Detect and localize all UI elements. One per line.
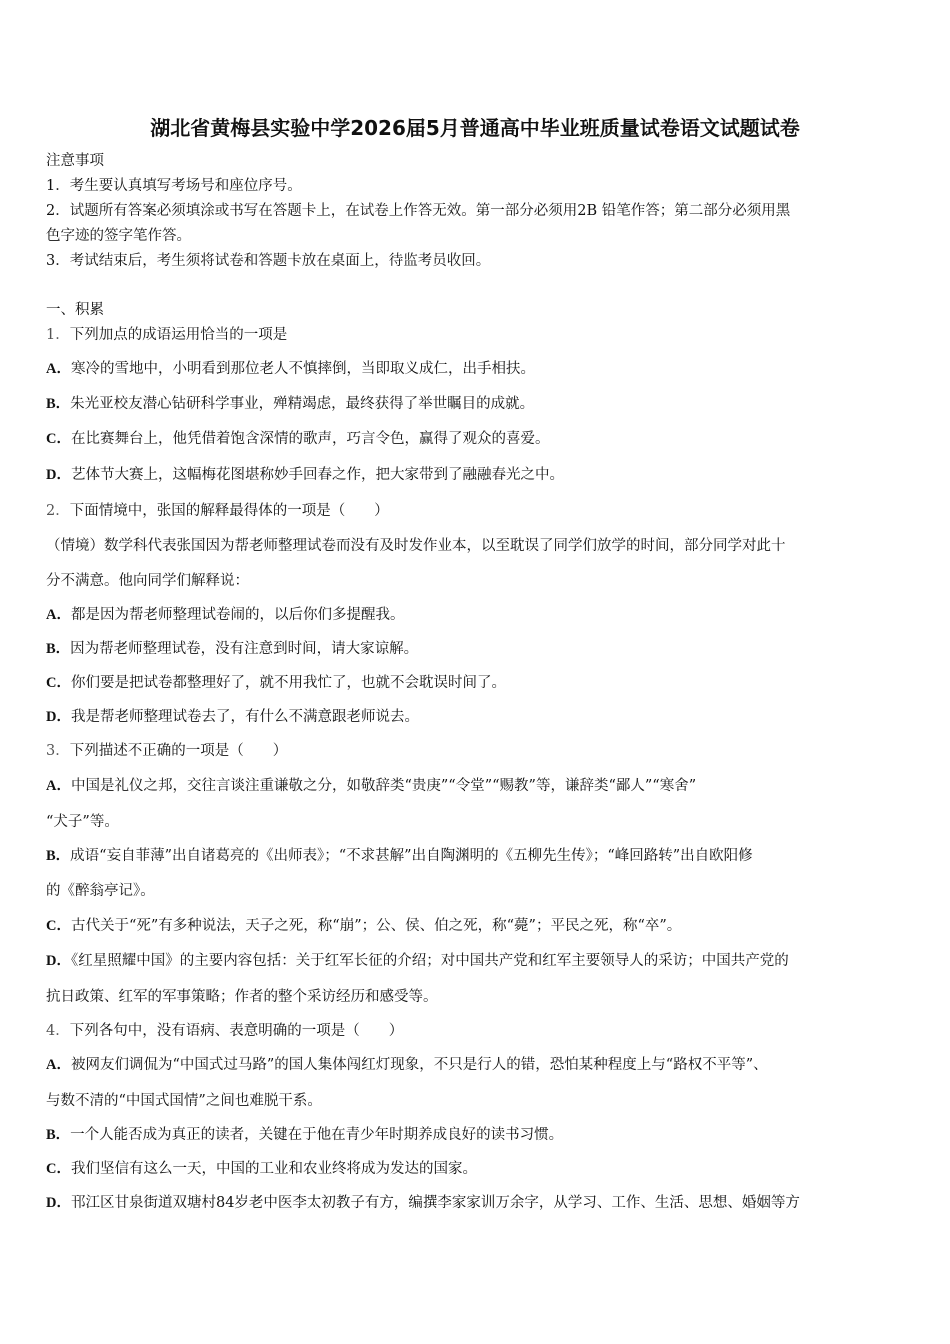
question-2 [46, 500, 908, 522]
option-letter: B． [46, 848, 71, 864]
q4-option-d [46, 1192, 908, 1214]
option-letter: A． [46, 1057, 71, 1073]
q1-option-d [46, 464, 908, 486]
question-stem: 下列加点的成语运用恰当的一项是 [69, 327, 288, 343]
option-text: 成语“妄自菲薄”出自诸葛亮的《出师表》；“不求甚解”出自陶渊明的《五柳先生传》；“峰回路转”出自欧阳修 [70, 848, 753, 864]
option-text: 被网友们调侃为“中国式过马路”的国人集体闯红灯现象，不只是行人的错，恐怕某种程度上与“路权不平等”、 [70, 1057, 768, 1073]
option-text: 艺体节大赛上，这幅梅花图堪称妙手回春之作，把大家带到了融融春光之中。 [70, 467, 564, 483]
question-number: 2． [46, 503, 70, 519]
q3-option-b-cont: 的《醉翁亭记》。 [46, 883, 155, 899]
option-text: 一个人能否成为真正的读者，关键在于他在青少年时期养成良好的读书习惯。 [70, 1127, 564, 1143]
option-text: 寒冷的雪地中，小明看到那位老人不慎摔倒，当即取义成仁，出手相扶。 [70, 361, 535, 377]
q4-option-a [46, 1054, 908, 1076]
option-letter: D． [46, 953, 71, 969]
option-text: 都是因为帮老师整理试卷闹的，以后你们多提醒我。 [70, 607, 405, 623]
option-letter: D． [46, 467, 71, 483]
option-letter: C． [46, 431, 71, 447]
notice-item: 3．考试结束后，考生须将试卷和答题卡放在桌面上，待监考员收回。 [46, 253, 491, 269]
q4-option-b [46, 1124, 908, 1146]
notice-item: 2．试题所有答案必须填涂或书写在答题卡上，在试卷上作答无效。第一部分必须用2B 铅笔作答；第二部分必须用黑 [46, 203, 791, 219]
q1-option-a [46, 358, 908, 380]
option-letter: D． [46, 1195, 71, 1211]
option-letter: A． [46, 778, 71, 794]
option-letter: C． [46, 1161, 71, 1177]
question-number: 3． [46, 743, 70, 759]
option-text: 中国是礼仪之邦，交往言谈注重谦敬之分，如敬辞类“贵庚”“令堂”“赐教”等，谦辞类“鄙人”“寒舍” [70, 778, 697, 794]
option-text: 你们要是把试卷都整理好了，就不用我忙了，也就不会耽误时间了。 [70, 675, 506, 691]
option-letter: A． [46, 607, 71, 623]
q2-context: （情境）数学科代表张国因为帮老师整理试卷而没有及时发作业本，以至耽误了同学们放学的时间，部分同学对此十 [46, 538, 786, 554]
option-text: 我们坚信有这么一天，中国的工业和农业终将成为发达的国家。 [70, 1161, 477, 1177]
question-number: 1． [46, 327, 70, 343]
question-stem: 下列各句中，没有语病、表意明确的一项是（ ） [69, 1023, 404, 1039]
option-text: 朱光亚校友潜心钻研科学事业，殚精竭虑，最终获得了举世瞩目的成就。 [70, 396, 535, 412]
q2-option-d [46, 706, 908, 728]
option-letter: B． [46, 1127, 71, 1143]
q4-option-c [46, 1158, 908, 1180]
page-title: 湖北省黄梅县实验中学2026届5月普通高中毕业班质量试卷语文试题试卷 [150, 116, 800, 140]
option-text: 我是帮老师整理试卷去了，有什么不满意跟老师说去。 [70, 709, 419, 725]
q1-option-b [46, 393, 908, 415]
notice-item: 1．考生要认真填写考场号和座位序号。 [46, 178, 302, 194]
option-text: 在比赛舞台上，他凭借着饱含深情的歌声，巧言令色，赢得了观众的喜爱。 [70, 431, 550, 447]
q4-option-a-cont: 与数不清的“中国式国情”之间也难脱干系。 [46, 1093, 322, 1109]
q3-option-b [46, 845, 908, 867]
option-text: 古代关于“死”有多种说法，天子之死，称“崩”；公、侯、伯之死，称“薨”；平民之死，称“卒”。 [70, 918, 682, 934]
option-letter: C． [46, 675, 71, 691]
option-letter: B． [46, 396, 71, 412]
q1-option-c [46, 428, 908, 450]
option-letter: A． [46, 361, 71, 377]
notice-item: 色字迹的签字笔作答。 [46, 228, 191, 244]
question-1 [46, 324, 908, 346]
option-text: 邗江区甘泉街道双塘村84岁老中医李太初教子有方，编撰李家家训万余字，从学习、工作、生活、思想、婚姻等方 [70, 1195, 800, 1211]
question-3 [46, 740, 908, 762]
question-4 [46, 1020, 908, 1042]
question-stem: 下面情境中，张国的解释最得体的一项是（ ） [69, 503, 389, 519]
q2-context: 分不满意。他向同学们解释说： [46, 573, 249, 589]
section-heading: 一、积累 [46, 302, 104, 318]
q3-option-c [46, 915, 908, 937]
option-text: 因为帮老师整理试卷，没有注意到时间，请大家谅解。 [70, 641, 419, 657]
q3-option-d-cont: 抗日政策、红军的军事策略；作者的整个采访经历和感受等。 [46, 989, 438, 1005]
q2-option-c [46, 672, 908, 694]
option-letter: C． [46, 918, 71, 934]
notice-heading: 注意事项 [46, 153, 104, 169]
question-stem: 下列描述不正确的一项是（ ） [69, 743, 288, 759]
question-number: 4． [46, 1023, 70, 1039]
q3-option-a [46, 775, 908, 797]
q3-option-a-cont: “犬子”等。 [46, 814, 119, 830]
option-text: 《红星照耀中国》的主要内容包括：关于红军长征的介绍；对中国共产党和红军主要领导人的采访；中国共产党的 [70, 953, 789, 969]
option-letter: B． [46, 641, 71, 657]
q3-option-d [46, 950, 908, 972]
q2-option-a [46, 604, 908, 626]
q2-option-b [46, 638, 908, 660]
option-letter: D． [46, 709, 71, 725]
